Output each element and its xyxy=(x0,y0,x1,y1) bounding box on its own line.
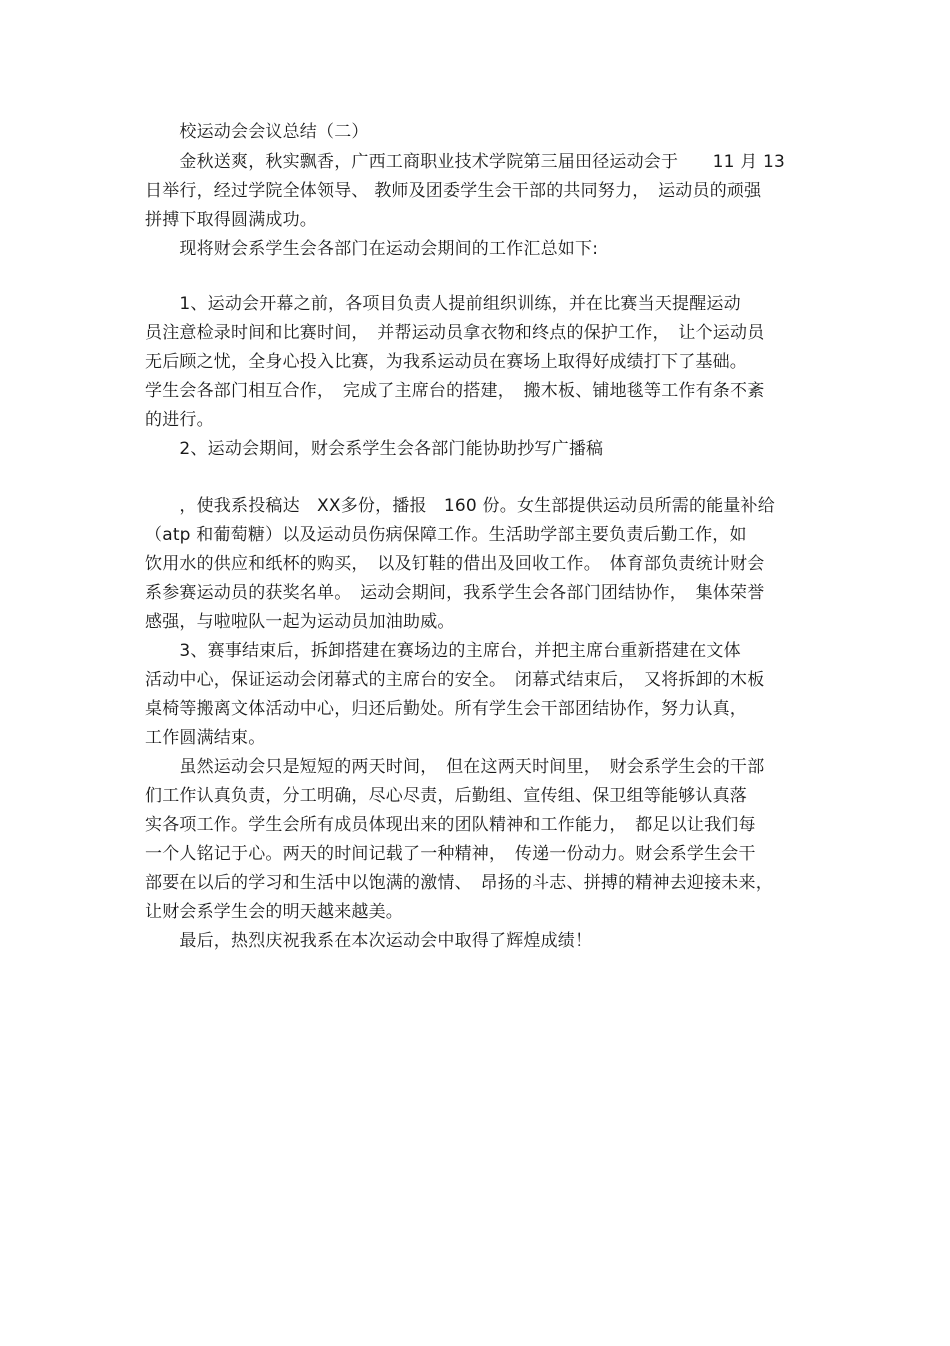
paragraph-line: 现将财会系学生会各部门在运动会期间的工作汇总如下: xyxy=(145,239,599,259)
paragraph-line: 饮用水的供应和纸杯的购买， 以及钉鞋的借出及回收工作。 体育部负责统计财会 xyxy=(145,554,765,574)
closing-line: 最后，热烈庆祝我系在本次运动会中取得了辉煌成绩！ xyxy=(145,931,593,951)
paragraph-line: 3、赛事结束后，拆卸搭建在赛场边的主席台，并把主席台重新搭建在文体 xyxy=(145,641,741,661)
paragraph-line: 工作圆满结束。 xyxy=(145,728,266,748)
paragraph-line: 无后顾之忧，全身心投入比赛，为我系运动员在赛场上取得好成绩打下了基础。 xyxy=(145,352,747,372)
paragraph-line: 虽然运动会只是短短的两天时间， 但在这两天时间里， 财会系学生会的干部 xyxy=(145,757,765,777)
paragraph-line: （atp 和葡萄糖）以及运动员伤病保障工作。生活助学部主要负责后勤工作，如 xyxy=(145,525,747,545)
paragraph-line: ，使我系投稿达 XX多份，播报 160 份。女生部提供运动员所需的能量补给 xyxy=(145,496,775,516)
paragraph-line: 金秋送爽，秋实飘香，广西工商职业技术学院第三届田径运动会于 11 月 13 xyxy=(145,152,786,172)
paragraph-line: 学生会各部门相互合作， 完成了主席台的搭建， 搬木板、铺地毯等工作有条不紊 xyxy=(145,381,765,401)
paragraph-line: 一个人铭记于心。两天的时间记载了一种精神， 传递一份动力。财会系学生会干 xyxy=(145,844,756,864)
paragraph-line: 部要在以后的学习和生活中以饱满的激情、 昂扬的斗志、拼搏的精神去迎接未来， xyxy=(145,873,773,893)
paragraph-line: 2、运动会期间，财会系学生会各部门能协助抄写广播稿 xyxy=(145,439,604,459)
paragraph-line: 活动中心，保证运动会闭幕式的主席台的安全。 闭幕式结束后， 又将拆卸的木板 xyxy=(145,670,765,690)
paragraph-line: 员注意检录时间和比赛时间， 并帮运动员拿衣物和终点的保护工作， 让个运动员 xyxy=(145,323,765,343)
paragraph-line: 日举行，经过学院全体领导、 教师及团委学生会干部的共同努力， 运动员的顽强 xyxy=(145,181,762,201)
paragraph-line: 桌椅等搬离文体活动中心，归还后勤处。所有学生会干部团结协作，努力认真， xyxy=(145,699,747,719)
paragraph-line: 实各项工作。学生会所有成员体现出来的团队精神和工作能力， 都足以让我们每 xyxy=(145,815,756,835)
paragraph-line: 系参赛运动员的获奖名单。 运动会期间，我系学生会各部门团结协作， 集体荣誉 xyxy=(145,583,765,603)
paragraph-line: 感强，与啦啦队一起为运动员加油助威。 xyxy=(145,612,455,632)
document-title: 校运动会会议总结（二） xyxy=(145,122,369,142)
paragraph-line: 们工作认真负责，分工明确，尽心尽责，后勤组、宣传组、保卫组等能够认真落 xyxy=(145,786,747,806)
paragraph-line: 1、运动会开幕之前，各项目负责人提前组织训练，并在比赛当天提醒运动 xyxy=(145,294,741,314)
paragraph-line: 让财会系学生会的明天越来越美。 xyxy=(145,902,403,922)
paragraph-line: 的进行。 xyxy=(145,410,214,430)
paragraph-line: 拼搏下取得圆满成功。 xyxy=(145,210,317,230)
